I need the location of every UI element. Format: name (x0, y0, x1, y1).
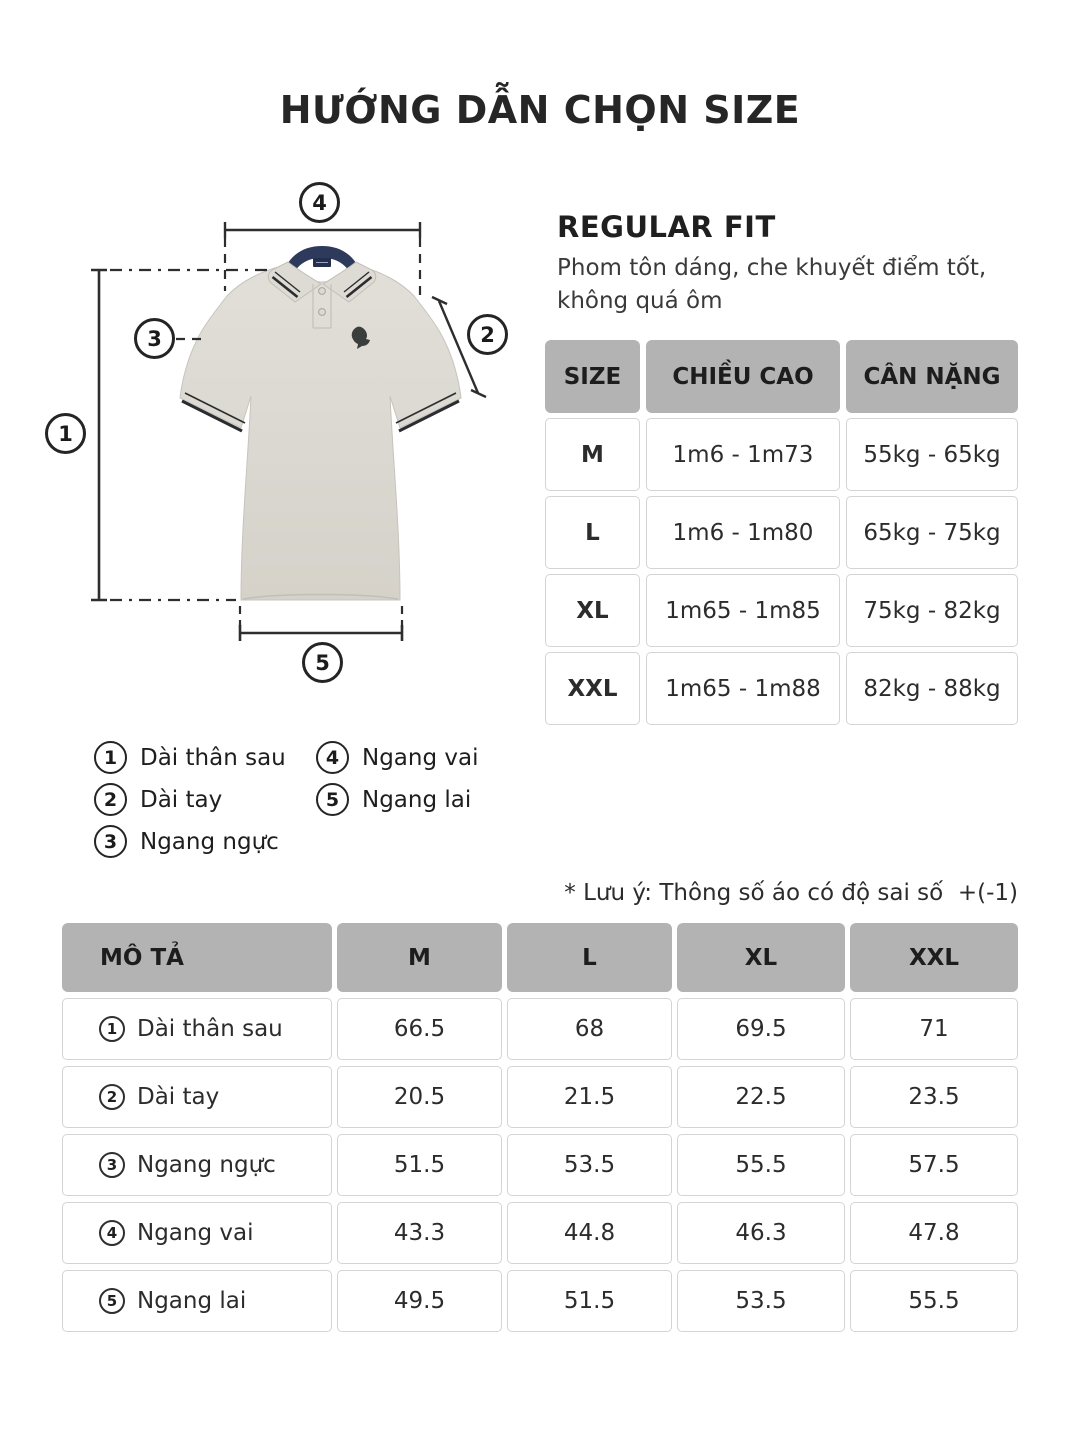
height-cell: 1m65 - 1m88 (646, 652, 840, 725)
row-label-text: Dài thân sau (137, 1016, 283, 1042)
fit-heading: REGULAR FIT (557, 210, 776, 244)
value-cell: 69.5 (677, 998, 845, 1060)
size-cell: L (545, 496, 640, 569)
marker-number: 4 (312, 190, 327, 215)
legend-item (316, 741, 478, 774)
height-cell: 1m6 - 1m80 (646, 496, 840, 569)
value-cell: 55.5 (677, 1134, 845, 1196)
measure-marker-1 (45, 413, 86, 454)
weight-cell: 82kg - 88kg (846, 652, 1018, 725)
row-label (62, 1134, 332, 1196)
row-number-badge: 2 (99, 1084, 125, 1110)
value-cell: 53.5 (677, 1270, 845, 1332)
height-cell: 1m65 - 1m85 (646, 574, 840, 647)
row-label-text: Dài tay (137, 1084, 220, 1110)
legend-number-badge: 3 (94, 825, 127, 858)
column-header: SIZE (545, 340, 640, 413)
fit-description-line: Phom tôn dáng, che khuyết điểm tốt, (557, 255, 987, 281)
measure-marker-3 (134, 318, 175, 359)
fit-info (557, 210, 1027, 317)
polo-shirt-illustration (30, 170, 540, 700)
size-cell: M (545, 418, 640, 491)
column-header: L (507, 923, 672, 992)
column-header: XXL (850, 923, 1018, 992)
legend-number-badge: 2 (94, 783, 127, 816)
value-cell: 44.8 (507, 1202, 672, 1264)
value-cell: 71 (850, 998, 1018, 1060)
column-header: CHIỀU CAO (646, 340, 840, 413)
polo-shirt-body (180, 266, 461, 600)
measure-marker-4 (299, 182, 340, 223)
page-title: HƯỚNG DẪN CHỌN SIZE (279, 88, 801, 132)
value-cell: 49.5 (337, 1270, 502, 1332)
fit-description (557, 252, 1027, 317)
row-number-badge: 5 (99, 1288, 125, 1314)
height-cell: 1m6 - 1m73 (646, 418, 840, 491)
marker-number: 1 (58, 421, 73, 446)
value-cell: 66.5 (337, 998, 502, 1060)
legend-number-badge: 1 (94, 741, 127, 774)
legend-item (94, 825, 279, 858)
size-recommendation-table (545, 340, 1018, 725)
marker-number: 5 (315, 650, 330, 675)
legend-label: Dài tay (140, 786, 223, 813)
measure-marker-2 (467, 314, 508, 355)
value-cell: 57.5 (850, 1134, 1018, 1196)
value-cell: 68 (507, 998, 672, 1060)
legend-number-badge: 5 (316, 783, 349, 816)
weight-cell: 65kg - 75kg (846, 496, 1018, 569)
row-label-text: Ngang ngực (137, 1152, 276, 1178)
value-cell: 53.5 (507, 1134, 672, 1196)
row-label-text: Ngang vai (137, 1220, 254, 1246)
legend-item (94, 741, 286, 774)
row-number-badge: 4 (99, 1220, 125, 1246)
value-cell: 46.3 (677, 1202, 845, 1264)
row-label (62, 1066, 332, 1128)
marker-number: 3 (147, 326, 162, 351)
row-number-badge: 3 (99, 1152, 125, 1178)
value-cell: 55.5 (850, 1270, 1018, 1332)
button (319, 288, 326, 295)
fit-description-line: không quá ôm (557, 287, 723, 314)
size-cell: XL (545, 574, 640, 647)
value-cell: 21.5 (507, 1066, 672, 1128)
value-cell: 43.3 (337, 1202, 502, 1264)
column-header: XL (677, 923, 845, 992)
row-label (62, 1202, 332, 1264)
value-cell: 51.5 (507, 1270, 672, 1332)
button (319, 309, 326, 316)
value-cell: 47.8 (850, 1202, 1018, 1264)
weight-cell: 55kg - 65kg (846, 418, 1018, 491)
row-label (62, 1270, 332, 1332)
column-header: MÔ TẢ (62, 923, 332, 992)
column-header: M (337, 923, 502, 992)
size-cell: XXL (545, 652, 640, 725)
value-cell: 20.5 (337, 1066, 502, 1128)
legend-label: Ngang vai (362, 744, 479, 771)
column-header: CÂN NẶNG (846, 340, 1018, 413)
value-cell: 22.5 (677, 1066, 845, 1128)
legend-item (94, 783, 222, 816)
value-cell: 23.5 (850, 1066, 1018, 1128)
legend-number-badge: 4 (316, 741, 349, 774)
measure-marker-5 (302, 642, 343, 683)
polo-measurement-diagram (30, 170, 540, 700)
value-cell: 51.5 (337, 1134, 502, 1196)
legend-label: Dài thân sau (140, 744, 286, 771)
row-number-badge: 1 (99, 1016, 125, 1042)
legend-label: Ngang ngực (140, 828, 279, 855)
legend-label: Ngang lai (362, 786, 472, 813)
row-label-text: Ngang lai (137, 1288, 247, 1314)
weight-cell: 75kg - 82kg (846, 574, 1018, 647)
marker-number: 2 (480, 322, 495, 347)
legend-item (316, 783, 471, 816)
tolerance-note: * Lưu ý: Thông số áo có độ sai số +(-1) (564, 880, 1018, 906)
row-label (62, 998, 332, 1060)
measurement-table (62, 923, 1018, 1332)
